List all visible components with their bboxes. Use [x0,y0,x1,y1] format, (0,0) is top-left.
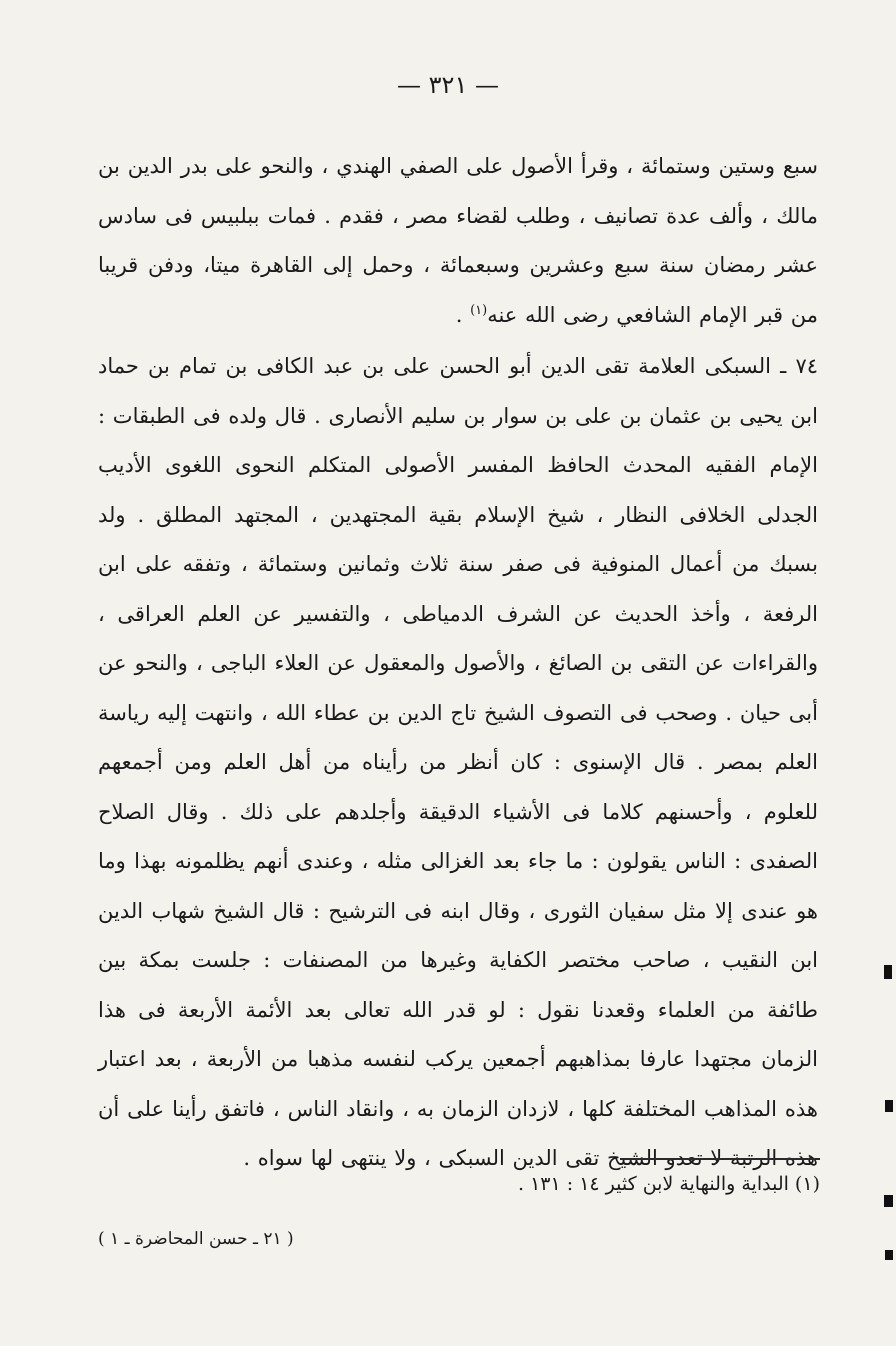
signature-mark: ( ٢١ ـ حسن المحاضرة ـ ١ ) [98,1229,294,1249]
paragraph-2: ٧٤ ـ السبكى العلامة تقى الدين أبو الحسن على بن عبد الكافى بن تمام بن حماد ابن يحيى بن عثمان بن على بن سوار بن سليم الأنصارى . قال ولده فى الطبقات : الإمام الفقيه المحدث الحافظ المفسر الأصولى المتكلم النحوى اللغوى الأديب الجدلى الخلافى النظار ، شيخ الإسلام بقية المجتهدين ، المجتهد المطلق . ولد بسبك من أعمال المنوفية فى صفر سنة ثلاث وثمانين وستمائة ، وتفقه على ابن الرفعة ، وأخذ الحديث عن الشرف الدمياطى ، والتفسير عن العلم العراقى ، والقراءات عن التقى بن الصائغ ، والأصول والمعقول عن العلاء الباجى ، والنحو عن أبى حيان . وصحب فى التصوف الشيخ تاج الدين بن عطاء الله ، وانتهت إليه رياسة العلم بمصر . قال الإسنوى : كان أنظر من رأيناه من أهل العلم ومن أجمعهم للعلوم ، وأحسنهم كلاما فى الأشياء الدقيقة وأجلدهم على ذلك . وقال الصلاح الصفدى : الناس يقولون : ما جاء بعد الغزالى مثله ، وعندى أنهم يظلمونه بهذا وما هو عندى إلا مثل سفيان الثورى ، وقال ابنه فى الترشيح : قال الشيخ شهاب الدين ابن النقيب ، صاحب مختصر الكفاية وغيرها من المصنفات : جلست بمكة بين طائفة من العلماء وقعدنا نقول : لو قدر الله تعالى بعد الأئمة الأربعة فى هذا الزمان مجتهدا عارفا بمذاهبهم أجمعين يركب لنفسه مذهبا من الأربعة ، بعد اعتبار هذه المذاهب المختلفة كلها ، لازدان الزمان به ، وانقاد الناس ، فاتفق رأينا على أن هذه الرتبة لا تعدو الشيخ تقى الدين السبكى ، ولا ينتهى لها سواه . [98,354,818,1170]
footnote-divider [620,1158,820,1160]
paragraph-1-text: سبع وستين وستمائة ، وقرأ الأصول على الصفي الهندي ، والنحو على بدر الدين بن مالك ، وألف عدة تصانيف ، وطلب لقضاء مصر ، فقدم . فمات ببلبيس فى سادس عشر رمضان سنة سبع وعشرين وسبعمائة ، وحمل إلى القاهرة ميتا، ودفن قريبا من قبر الإمام الشافعي رضى الله عنه [98,154,818,327]
page-number: — ٣٢١ — [397,71,499,99]
body-text [98,142,818,1184]
scan-speck [885,1250,893,1260]
scan-speck [884,1195,893,1207]
paragraph-1 [98,142,818,340]
footnote-marker: (١) [470,302,488,318]
scan-speck [885,1100,893,1112]
paragraph-1-tail: . [455,302,471,327]
footnote: (١) البداية والنهاية لابن كثير ١٤ : ١٣١ . [518,1173,820,1195]
scan-speck [884,965,892,979]
